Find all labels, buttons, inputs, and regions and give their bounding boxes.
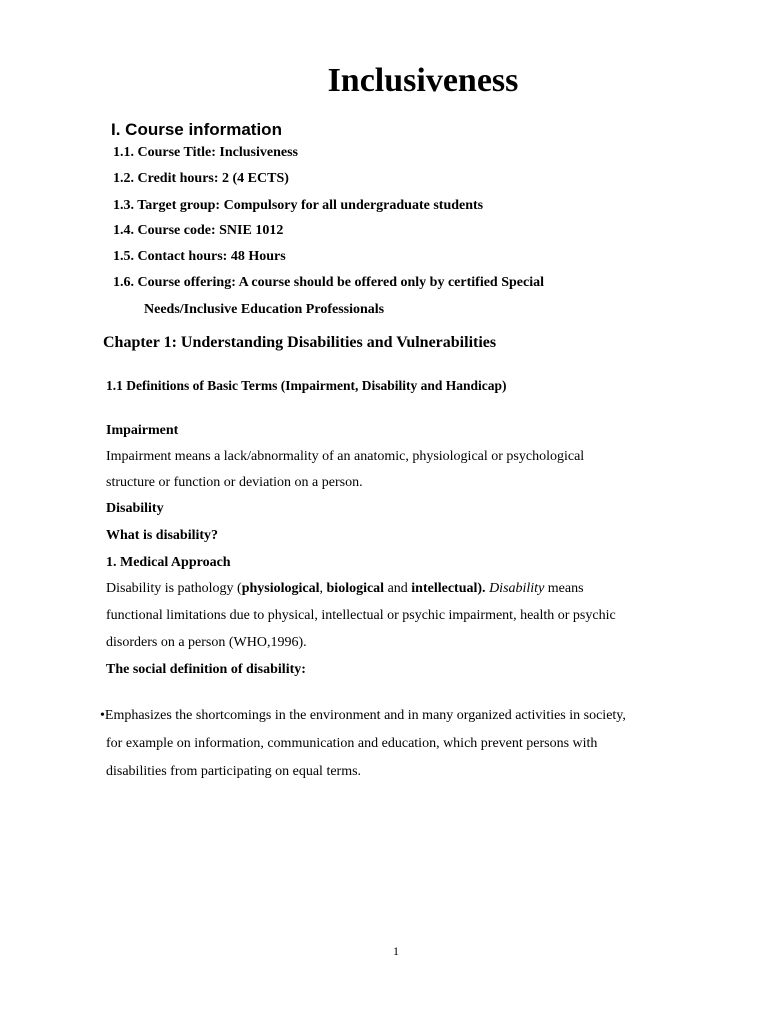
- intellectual-term: intellectual).: [411, 581, 486, 596]
- page-number: 1: [393, 944, 399, 958]
- subsection-heading: 1.1 Definitions of Basic Terms (Impairment, Disability and Handicap): [106, 378, 507, 393]
- contact-hours-line: 1.5. Contact hours: 48 Hours: [113, 249, 286, 264]
- disability-heading: Disability: [106, 501, 164, 516]
- disability-term-italic: Disability: [489, 581, 545, 596]
- course-offering-line: 1.6. Course offering: A course should be offered only by certified Special: [113, 275, 544, 290]
- course-title-line: 1.1. Course Title: Inclusiveness: [113, 145, 298, 160]
- bullet-text-line-1: Emphasizes the shortcomings in the environment and in many organized activities in society,: [104, 708, 626, 723]
- section-heading-course-information: I. Course information: [111, 120, 282, 139]
- impairment-paragraph-line-2: structure or function or deviation on a person.: [106, 475, 363, 490]
- chapter-heading: Chapter 1: Understanding Disabilities and Vulnerabilities: [103, 334, 497, 351]
- medical-approach-heading: 1. Medical Approach: [106, 555, 231, 570]
- impairment-heading: Impairment: [106, 423, 179, 438]
- physiological-term: physiological: [241, 581, 320, 596]
- medical-text-prefix: Disability is pathology (: [106, 581, 242, 596]
- medical-text-and: and: [384, 581, 412, 596]
- biological-term: biological: [326, 581, 385, 596]
- what-is-disability-heading: What is disability?: [106, 528, 219, 543]
- course-code-line: 1.4. Course code: SNIE 1012: [113, 223, 284, 238]
- medical-text-means: means: [544, 581, 584, 596]
- bullet-item-line-2: for example on information, communication and education, which prevent persons with: [106, 736, 598, 751]
- medical-text-comma: ,: [319, 581, 327, 596]
- credit-hours-line: 1.2. Credit hours: 2 (4 ECTS): [113, 171, 289, 186]
- bullet-item-line-1: [100, 708, 626, 724]
- medical-paragraph-line-2: functional limitations due to physical, intellectual or psychic impairment, health or psychic: [106, 608, 616, 623]
- impairment-paragraph-line-1: Impairment means a lack/abnormality of an anatomic, physiological or psychological: [106, 449, 585, 464]
- social-definition-heading: The social definition of disability:: [106, 662, 306, 677]
- medical-paragraph-line-1: [106, 581, 584, 597]
- medical-paragraph-line-3: disorders on a person (WHO,1996).: [106, 635, 307, 650]
- document-title: Inclusiveness: [327, 62, 519, 99]
- bullet-item-line-3: disabilities from participating on equal terms.: [106, 764, 362, 779]
- course-offering-continuation: Needs/Inclusive Education Professionals: [144, 302, 385, 317]
- target-group-line: 1.3. Target group: Compulsory for all undergraduate students: [113, 198, 484, 213]
- bullet-icon: •: [100, 708, 105, 723]
